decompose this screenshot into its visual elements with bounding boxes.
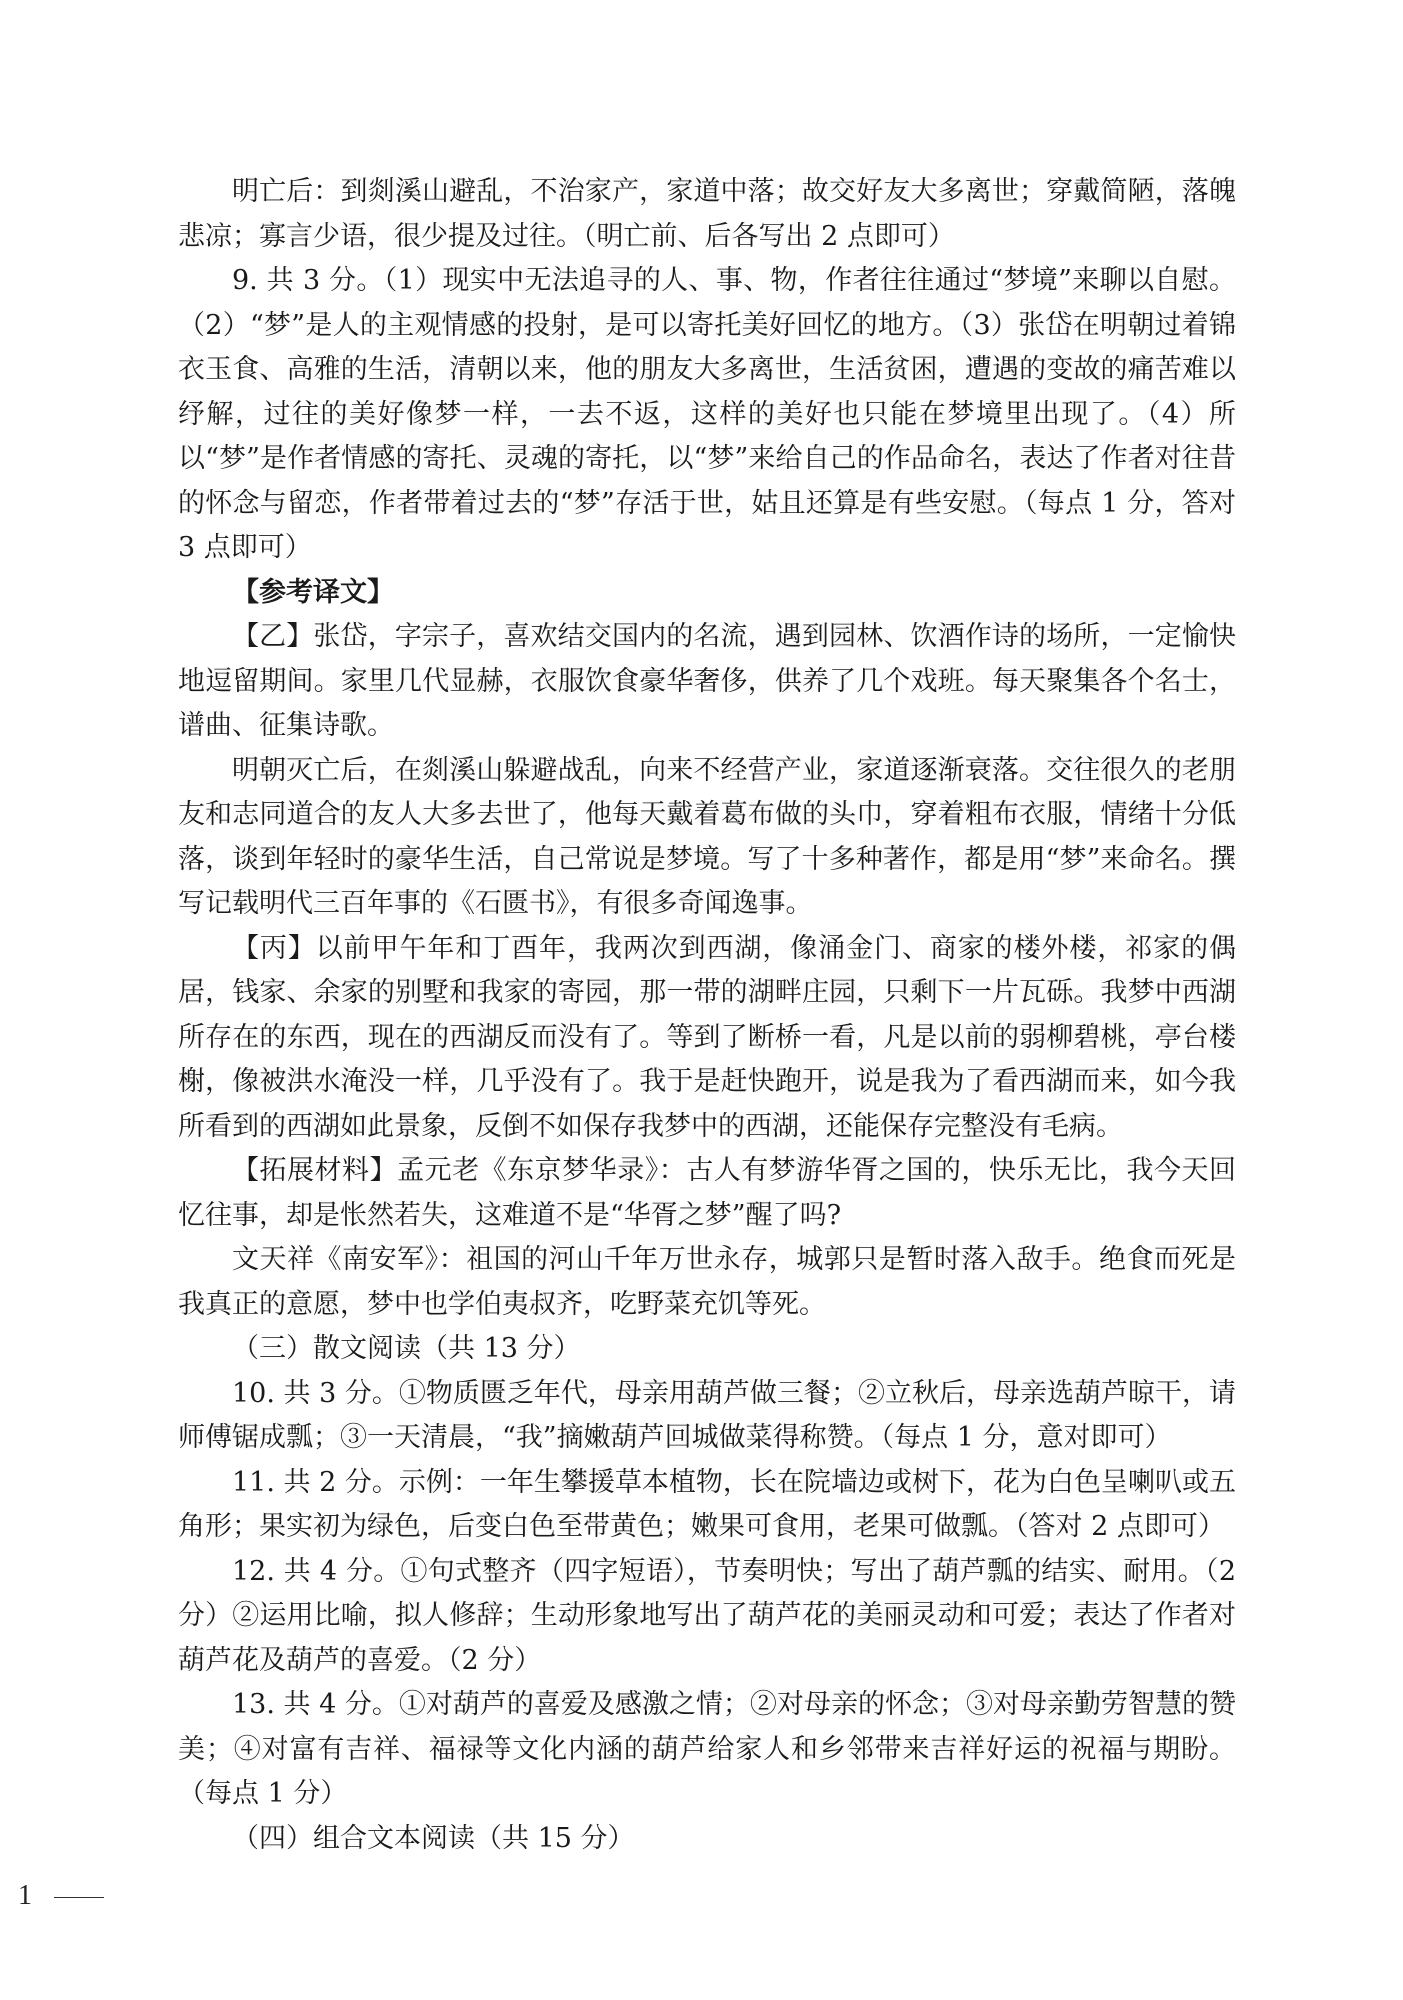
answer-10: 10. 共 3 分。①物质匮乏年代，母亲用葫芦做三餐；②立秋后，母亲选葫芦晾干，请师傅锯成瓢；③一天清晨，“我”摘嫩葫芦回城做菜得称赞。（每点 1 分，意对即可） — [178, 1377, 1236, 1453]
translation-bing: 【丙】以前甲午年和丁酉年，我两次到西湖，像涌金门、商家的楼外楼，祁家的偶居，钱家、余家的别墅和我家的寄园，那一带的湖畔庄园，只剩下一片瓦砾。我梦中西湖所存在的东西，现在的西湖反而没有了。等到了断桥一看，凡是以前的弱柳碧桃，亭台楼榭，像被洪水淹没一样，几乎没有了。我于是赶快跑开，说是我为了看西湖而来，如今我所看到的西湖如此景象，反倒不如保存我梦中的西湖，还能保存完整没有毛病。 — [178, 932, 1236, 1142]
footer-rule — [54, 1897, 104, 1898]
document-body — [178, 170, 1236, 1861]
translation-yi: 【乙】张岱，字宗子，喜欢结交国内的名流，遇到园林、饮酒作诗的场所，一定愉快地逗留期间。家里几代显赫，衣服饮食豪华奢侈，供养了几个戏班。每天聚集各个名士，谱曲、征集诗歌。 — [178, 621, 1236, 741]
extension-material-dongjing: 【拓展材料】孟元老《东京梦华录》：古人有梦游华胥之国的，快乐无比，我今天回忆往事，却是怅然若失，这难道不是“华胥之梦”醒了吗? — [178, 1155, 1236, 1231]
answer-13: 13. 共 4 分。①对葫芦的喜爱及感激之情；②对母亲的怀念；③对母亲勤劳智慧的赞美；④对富有吉祥、福禄等文化内涵的葫芦给家人和乡邻带来吉祥好运的祝福与期盼。（每点 1 分） — [178, 1689, 1236, 1809]
paragraph-ming-after: 明亡后：到剡溪山避乱，不治家产，家道中落；故交好友大多离世；穿戴简陋，落魄悲凉；寡言少语，很少提及过往。（明亡前、后各写出 2 点即可） — [178, 176, 1236, 252]
page-footer — [18, 1880, 104, 1912]
extension-material-nananjun: 文天祥《南安军》：祖国的河山千年万世永存，城郭只是暂时落入敌手。绝食而死是我真正的意愿，梦中也学伯夷叔齐，吃野菜充饥等死。 — [178, 1244, 1236, 1320]
section-reference-translation: 【参考译文】 — [232, 576, 394, 608]
answer-12: 12. 共 4 分。①句式整齐（四字短语），节奏明快；写出了葫芦瓢的结实、耐用。（2 分）②运用比喻，拟人修辞；生动形象地写出了葫芦花的美丽灵动和可爱；表达了作者对葫芦花及葫芦的喜爱。（2 分） — [178, 1555, 1236, 1676]
translation-yi-continued: 明朝灭亡后，在剡溪山躲避战乱，向来不经营产业，家道逐渐衰落。交往很久的老朋友和志同道合的友人大多去世了，他每天戴着葛布做的头巾，穿着粗布衣服，情绪十分低落，谈到年轻时的豪华生活，自己常说是梦境。写了十多种著作，都是用“梦”来命名。撰写记载明代三百年事的《石匮书》，有很多奇闻逸事。 — [178, 754, 1236, 919]
answer-9: 9. 共 3 分。（1）现实中无法追寻的人、事、物，作者往往通过“梦境”来聊以自慰。（2）“梦”是人的主观情感的投射，是可以寄托美好回忆的地方。（3）张岱在明朝过着锦衣玉食、高雅的生活，清朝以来，他的朋友大多离世，生活贫困，遭遇的变故的痛苦难以纾解，过往的美好像梦一样，一去不返，这样的美好也只能在梦境里出现了。（4）所以“梦”是作者情感的寄托、灵魂的寄托，以“梦”来给自己的作品命名，表达了作者对往昔的怀念与留恋，作者带着过去的“梦”存活于世，姑且还算是有些安慰。（每点 1 分，答对 3 点即可） — [178, 265, 1236, 563]
section-combined-text-reading: （四）组合文本阅读（共 15 分） — [232, 1822, 635, 1854]
page-number: 1 — [18, 1880, 32, 1911]
answer-11: 11. 共 2 分。示例：一年生攀援草本植物，长在院墙边或树下，花为白色呈喇叭或五角形；果实初为绿色，后变白色至带黄色；嫩果可食用，老果可做瓢。（答对 2 点即可） — [178, 1466, 1236, 1542]
section-prose-reading: （三）散文阅读（共 13 分） — [232, 1333, 581, 1364]
